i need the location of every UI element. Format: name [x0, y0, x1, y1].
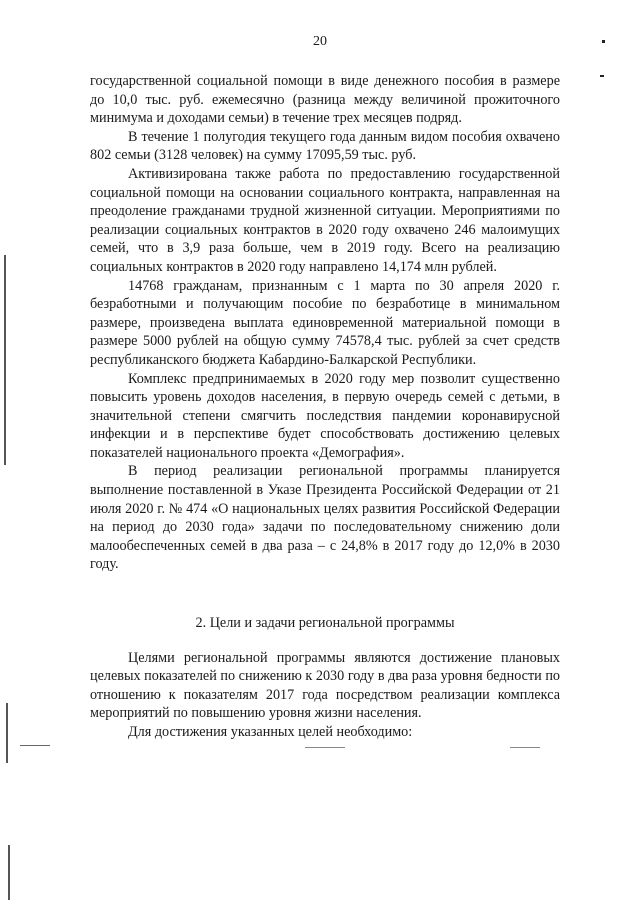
paragraph-program-goals: Целями региональной программы являются достижение плановых целевых показателей по снижению к 2030 году в два раза уровня бедности по отношению к показателям 2017 года посредством реализации комплекса мероприятий по повышению уровня жизни населения.	[90, 649, 560, 722]
document-body	[90, 72, 560, 742]
paragraph-measures-complex: Комплекс предпринимаемых в 2020 году мер позволит существенно повысить уровень доходов населения, в первую очередь семей с детьми, в значительной степени смягчить последствия пандемии коронавирусной инфекции и в перспективе будет способствовать достижению целевых показателей национального проекта «Демография».	[90, 370, 560, 461]
scan-mark-left-1	[4, 255, 6, 465]
scan-mark-left-2	[6, 703, 8, 763]
paragraph-continuation: государственной социальной помощи в виде денежного пособия в размере до 10,0 тыс. руб. ежемесячно (разница между величиной прожиточного минимума и доходами семьи) в течение трех месяцев подряд.	[90, 73, 560, 127]
page-number: 20	[313, 34, 327, 49]
paragraph-program-period: В период реализации региональной программы планируется выполнение поставленной в Указе Президента Российской Федерации от 21 июля 2020 г. № 474 «О национальных целях развития Российской Федерации на период до 2030 года» задачи по последовательному снижению доли малообеспеченных семей в два раза – с 24,8% в 2017 году до 12,0% в 2030 году.	[90, 463, 560, 573]
section-heading: 2. Цели и задачи региональной программы	[195, 615, 455, 632]
scan-dot-right-1	[602, 40, 605, 43]
scan-line-bottom-2	[305, 747, 345, 748]
scan-line-bottom-3	[510, 747, 540, 748]
paragraph-social-contract: Активизирована также работа по предоставлению государственной социальной помощи на основании социального контракта, направленная на преодоление гражданами трудной жизненной ситуации. Мероприятиями по реализации социальных контрактов в 2020 году охвачено 246 малоимущих семей, что в 3,9 раза больше, чем в 2019 году. Всего на реализацию социальных контрактов в 2020 году направлено 14,174 млн рублей.	[90, 165, 560, 275]
paragraph-benefit-coverage: В течение 1 полугодия текущего года данным видом пособия охвачено 802 семьи (3128 человек) на сумму 17095,59 тыс. руб.	[90, 128, 560, 164]
scan-mark-left-3	[8, 845, 10, 900]
scan-dot-right-2	[600, 75, 604, 77]
paragraph-goals-requirements: Для достижения указанных целей необходимо:	[128, 724, 413, 740]
scan-line-bottom-1	[20, 745, 50, 746]
paragraph-unemployed-payment: 14768 гражданам, признанным с 1 марта по 30 апреля 2020 г. безработными и получающим пособие по безработице в минимальном размере, произведена выплата единовременной материальной помощи в размере 5000 рублей на общую сумму 74578,4 тыс. рублей за счет средств республиканского бюджета Кабардино-Балкарской Республики.	[90, 277, 560, 368]
